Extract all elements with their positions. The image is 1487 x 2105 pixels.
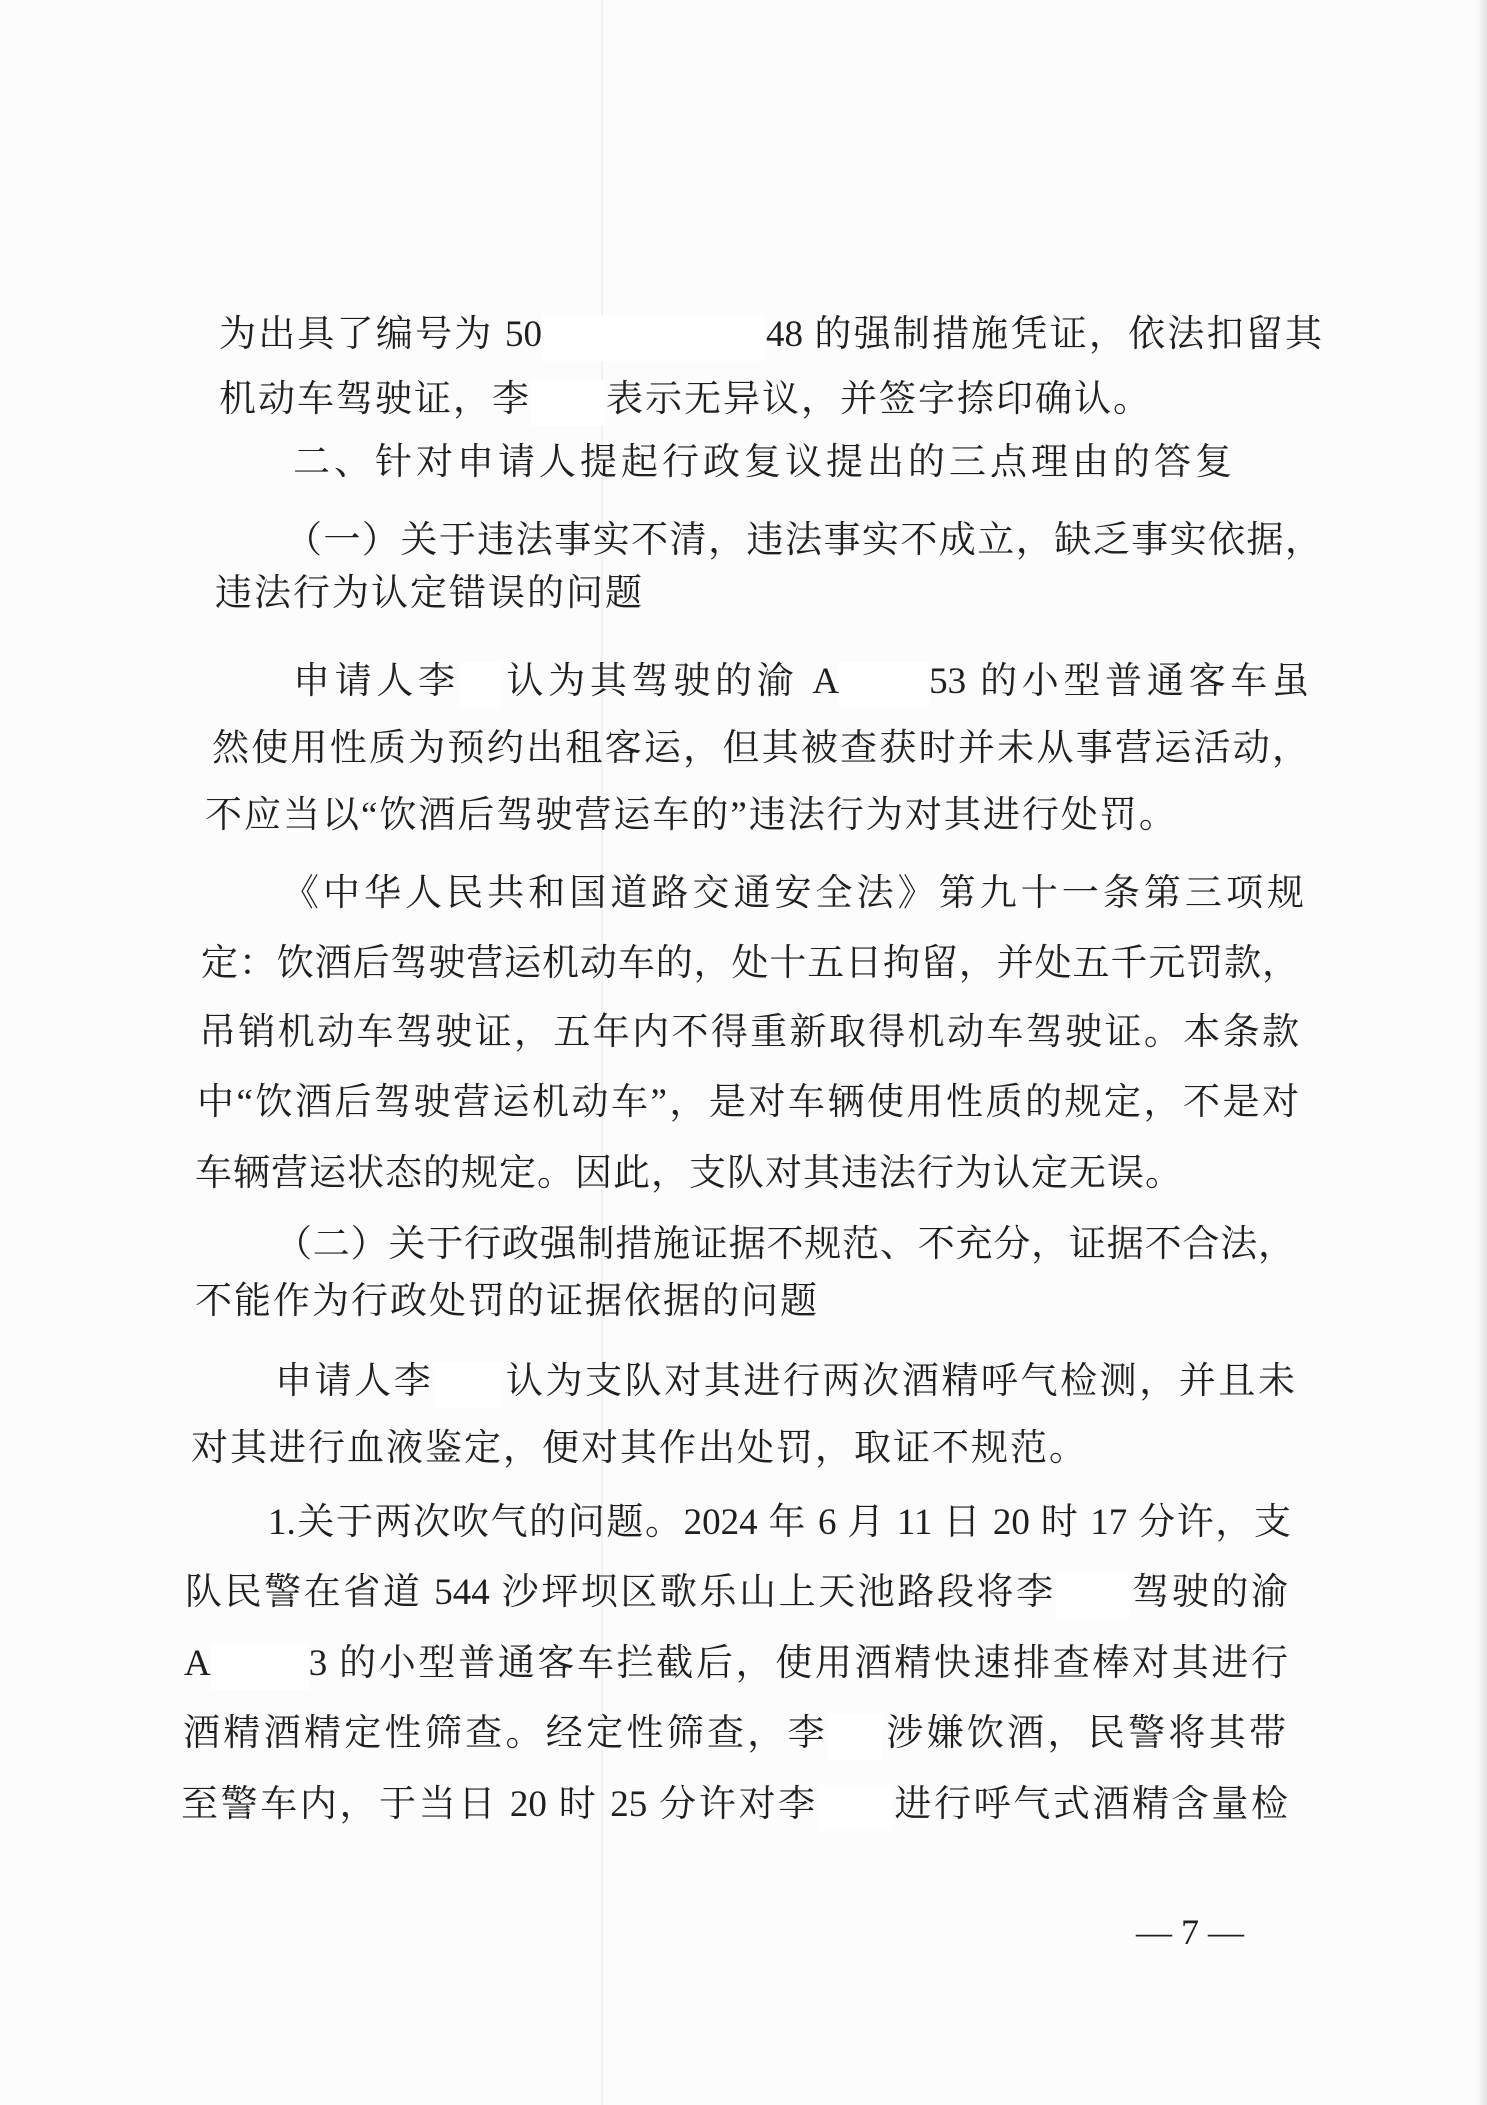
line-text: 定：饮酒后驾驶营运机动车的，处十五日拘留，并处五千元罚款， (201, 943, 1299, 984)
line-text: 然使用性质为预约出租客运，但其被查获时并未从事营运活动， (212, 728, 1309, 769)
redaction-box (1056, 1573, 1130, 1619)
line-text: A (184, 1643, 211, 1684)
text-line (184, 1639, 1288, 1689)
scan-edge-shadow (1477, 0, 1487, 2105)
line-text: 进行呼气式酒精含量检 (891, 1784, 1288, 1825)
redaction-box (433, 1362, 503, 1408)
subsection-heading (275, 1220, 1295, 1270)
line-text: 53 的小型普通客车虽 (929, 661, 1309, 702)
line-text: 《中华人民共和国道路交通安全法》第九十一条第三项规 (282, 873, 1304, 914)
line-text: 中“饮酒后驾驶营运机动车”，是对车辆使用性质的规定，不是对 (197, 1082, 1299, 1123)
subsection-heading-cont (195, 1277, 1095, 1327)
text-line (219, 375, 1322, 425)
line-text: 申请人李 (275, 1361, 434, 1402)
section-heading (293, 438, 1303, 488)
text-line (282, 869, 1304, 919)
redaction-box (542, 315, 766, 361)
line-text: （二）关于行政强制措施证据不规范、不充分，证据不合法， (275, 1224, 1295, 1265)
subsection-heading (285, 516, 1322, 566)
line-text: 认为其驾驶的渝 A (501, 661, 840, 702)
text-line (181, 1780, 1288, 1830)
line-text: 至警车内，于当日 20 时 25 分许对李 (181, 1784, 818, 1825)
text-line (185, 1568, 1288, 1618)
text-line (205, 791, 1299, 841)
line-text: 申请人李 (293, 661, 460, 702)
line-text: 车辆营运状态的规定。因此，支队对其违法行为认定无误。 (195, 1153, 1183, 1194)
line-text: （一）关于违法事实不清，违法事实不成立，缺乏事实依据， (285, 520, 1322, 561)
line-text: 3 的小型普通客车拦截后，使用酒精快速排查棒对其进行 (308, 1643, 1288, 1684)
line-text: 吊销机动车驾驶证，五年内不得重新取得机动车驾驶证。本条款 (199, 1012, 1299, 1053)
line-text: 队民警在省道 544 沙坪坝区歌乐山上天池路段将李 (185, 1572, 1056, 1613)
line-text: 违法行为认定错误的问题 (215, 573, 644, 614)
text-line (201, 939, 1299, 989)
text-line (183, 1709, 1286, 1759)
redaction-box (839, 662, 929, 708)
line-text: 机动车驾驶证，李 (219, 379, 531, 420)
text-line (275, 1357, 1295, 1407)
line-text: 不能作为行政处罚的证据依据的问题 (195, 1281, 819, 1322)
line-text: 48 的强制措施凭证，依法扣留其 (765, 314, 1323, 355)
line-text: 酒精酒精定性筛查。经定性筛查，李 (183, 1713, 828, 1754)
text-line (197, 1078, 1299, 1128)
redaction-box (828, 1714, 883, 1760)
line-text: 驾驶的渝 (1129, 1572, 1289, 1613)
redaction-box (460, 662, 502, 708)
line-text: 不应当以“饮酒后驾驶营运车的”违法行为对其进行处罚。 (205, 795, 1178, 836)
line-text: 1.关于两次吹气的问题。2024 年 6 月 11 日 20 时 17 分许，支 (268, 1502, 1291, 1543)
text-line (212, 724, 1309, 774)
redaction-box (531, 380, 606, 426)
subsection-heading-cont (215, 569, 915, 619)
text-line (199, 1008, 1299, 1058)
text-line (268, 1498, 1291, 1548)
page-number: — 7 — (1136, 1912, 1244, 1952)
text-line (195, 1149, 1295, 1199)
line-text: 认为支队对其进行两次酒精呼气检测，并且未 (503, 1361, 1296, 1402)
line-text: 二、针对申请人提起行政复议提出的三点理由的答复 (293, 442, 1236, 483)
text-line (293, 657, 1309, 707)
text-line (219, 310, 1322, 360)
line-text: 表示无异议，并签字捺印确认。 (606, 379, 1152, 420)
redaction-box (211, 1644, 309, 1690)
line-text: 为出具了编号为 50 (219, 314, 542, 355)
line-text: 对其进行血液鉴定，便对其作出处罚，取证不规范。 (191, 1428, 1088, 1469)
redaction-box (818, 1785, 892, 1831)
text-line (191, 1424, 1191, 1474)
line-text: 涉嫌饮酒，民警将其带 (882, 1713, 1286, 1754)
